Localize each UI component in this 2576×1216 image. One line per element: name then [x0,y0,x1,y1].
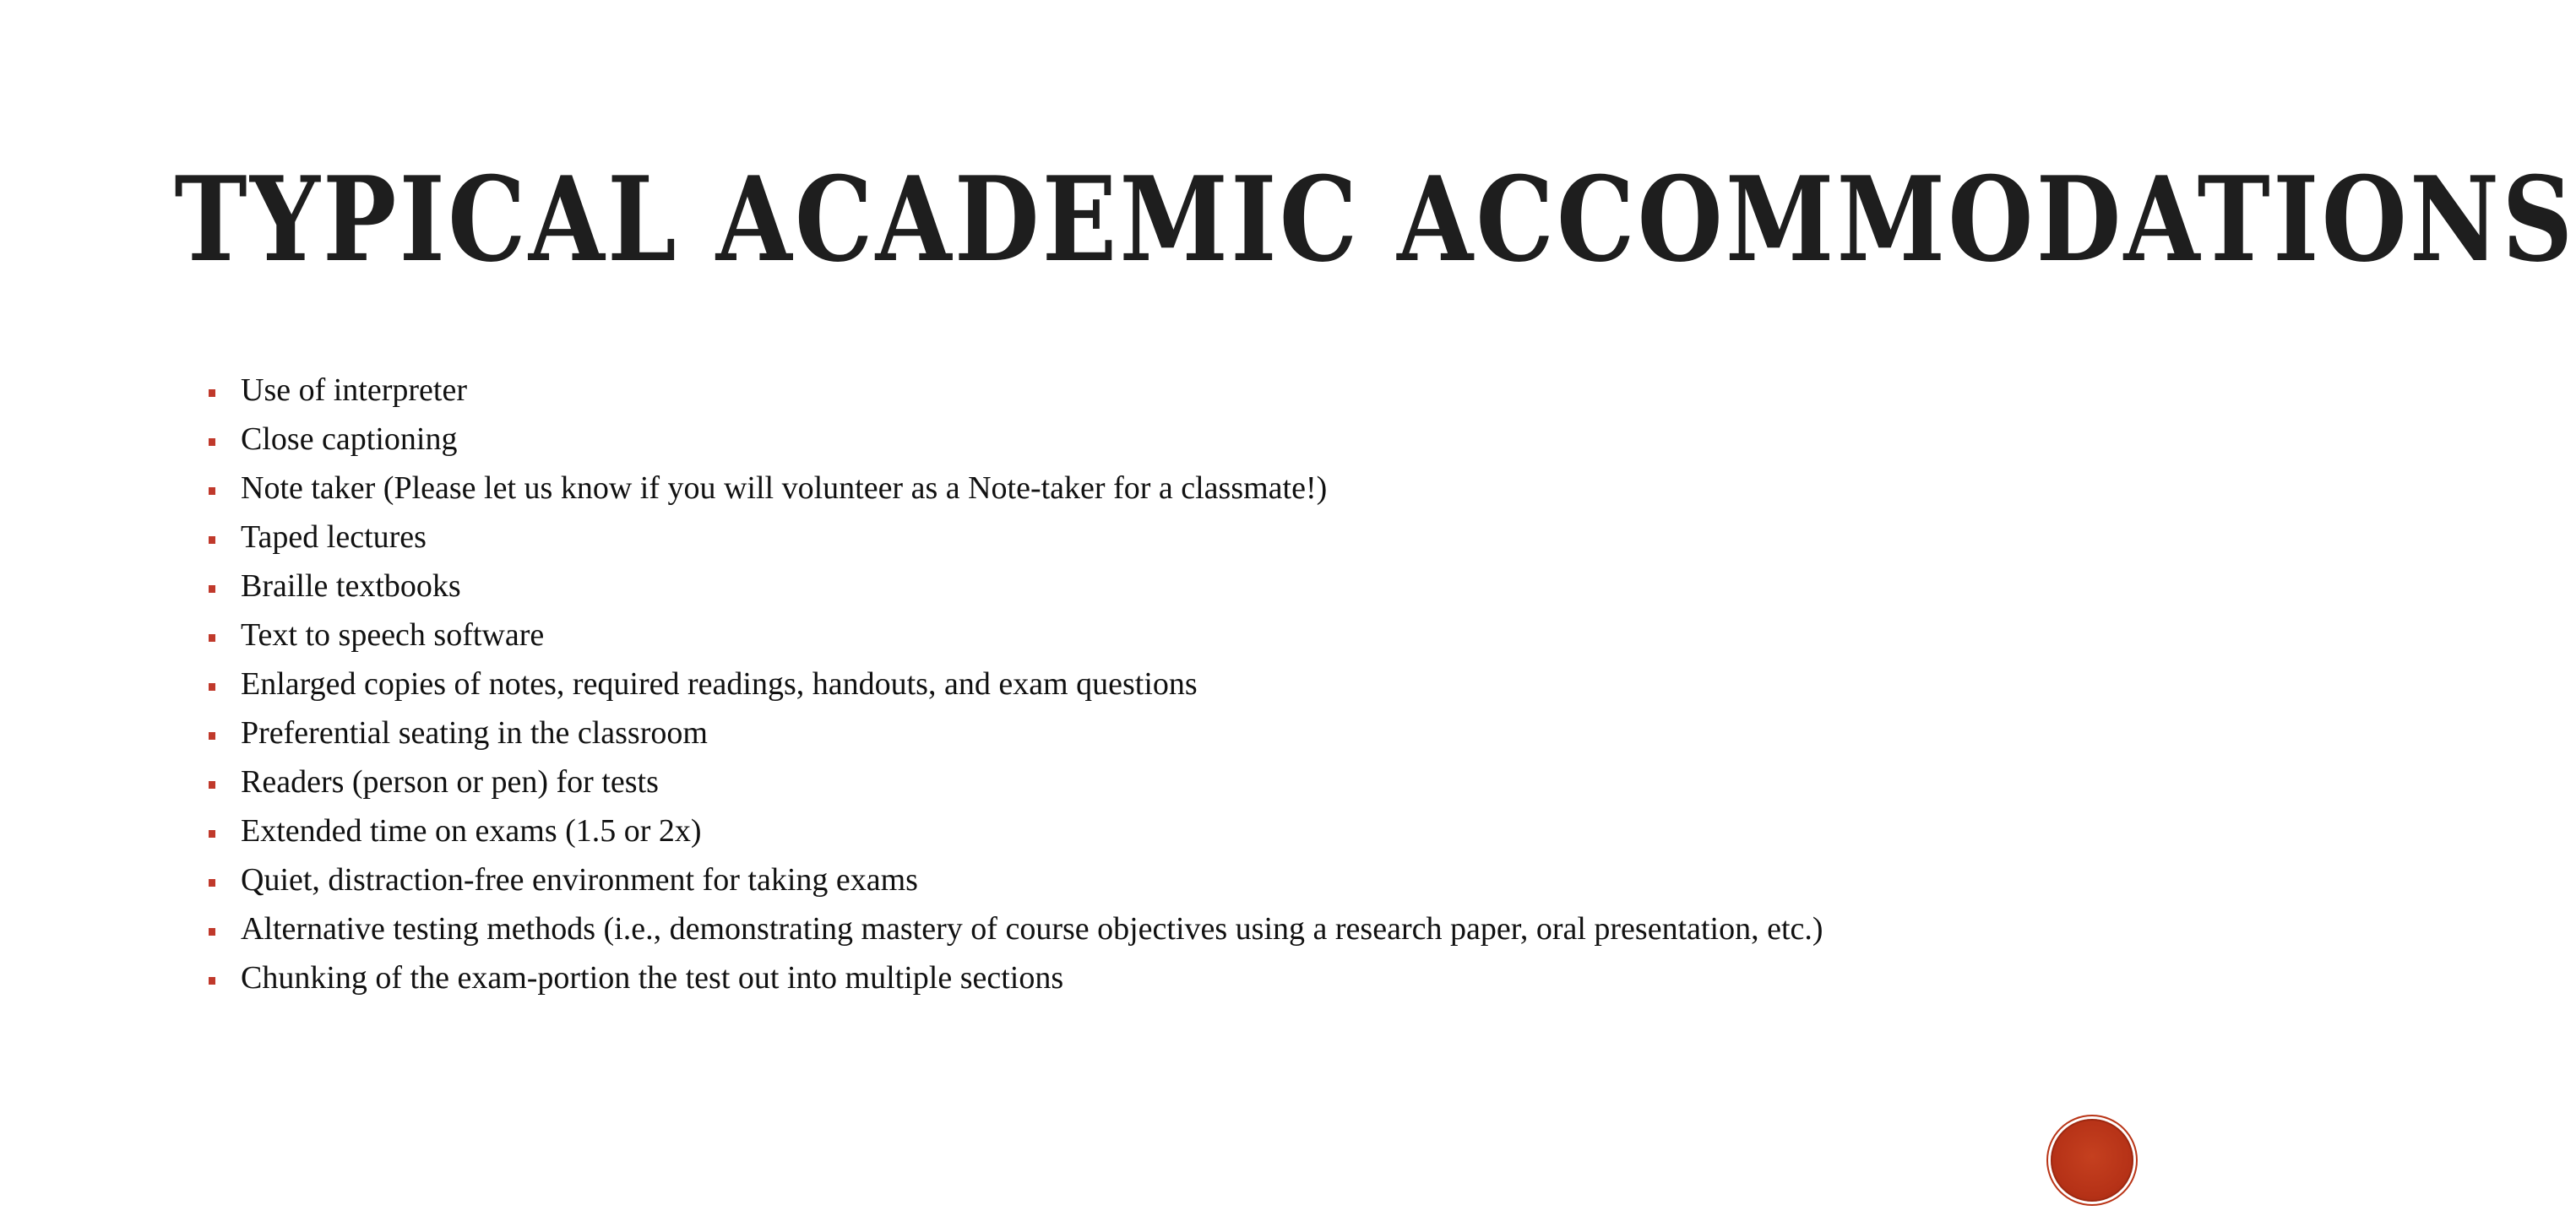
bullet-text: Alternative testing methods (i.e., demonstrating mastery of course objectives using a research paper, oral presentation, etc.) [241,911,1823,947]
bullet-item [207,960,1997,996]
bullet-text: Use of interpreter [241,372,467,408]
bullet-item [207,911,1997,947]
bullet-item [207,617,1997,653]
slide-title: TYPICAL ACADEMIC ACCOMMODATIONS [174,150,2576,288]
bullet-text: Text to speech software [241,617,545,653]
bullet-marker-icon [209,536,215,544]
bullet-text: Readers (person or pen) for tests [241,764,659,800]
bullet-item [207,372,1997,408]
bullet-item [207,519,1997,555]
bullet-text: Taped lectures [241,519,427,555]
bullet-text: Quiet, distraction-free environment for taking exams [241,862,918,898]
bullet-item [207,470,1997,506]
bullet-text: Chunking of the exam-portion the test out into multiple sections [241,960,1064,996]
bullet-marker-icon [209,389,215,397]
bullet-marker-icon [209,438,215,446]
bullet-item [207,715,1997,751]
bullet-text: Enlarged copies of notes, required readings, handouts, and exam questions [241,666,1198,702]
bullet-text: Braille textbooks [241,568,461,604]
bullet-item [207,666,1997,702]
slide-nav-circle-icon[interactable] [2051,1119,2133,1202]
bullet-text: Extended time on exams (1.5 or 2x) [241,813,702,849]
bullet-item [207,421,1997,457]
bullet-marker-icon [209,585,215,593]
bullet-marker-icon [209,928,215,936]
bullet-list [207,372,1997,1013]
bullet-item [207,862,1997,898]
bullet-marker-icon [209,732,215,740]
bullet-item [207,813,1997,849]
bullet-marker-icon [209,830,215,838]
bullet-text: Note taker (Please let us know if you will volunteer as a Note-taker for a classmate!) [241,470,1328,506]
bullet-text: Close captioning [241,421,458,457]
bullet-item [207,764,1997,800]
bullet-marker-icon [209,879,215,887]
bullet-marker-icon [209,683,215,691]
bullet-marker-icon [209,487,215,495]
bullet-marker-icon [209,634,215,642]
bullet-text: Preferential seating in the classroom [241,715,708,751]
bullet-marker-icon [209,781,215,789]
bullet-marker-icon [209,977,215,985]
bullet-item [207,568,1997,604]
